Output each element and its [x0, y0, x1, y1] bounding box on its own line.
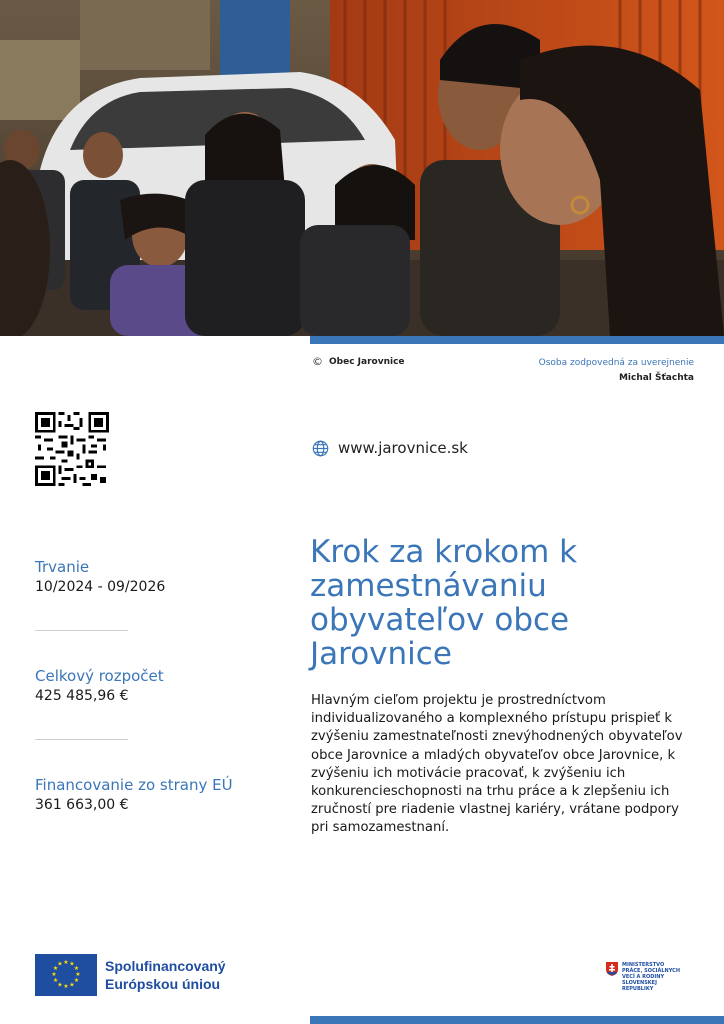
ministry-line: MINISTERSTVO [622, 962, 665, 968]
divider [35, 739, 128, 740]
photo-author: Obec Jarovnice [329, 356, 405, 367]
duration-label: Trvanie [35, 558, 90, 576]
duration-value: 10/2024 - 09/2026 [35, 579, 166, 595]
svg-text:★: ★ [63, 983, 69, 990]
svg-text:★: ★ [52, 965, 59, 972]
project-title: Krok za krokom k zamestnávaniu obyvateľov obce Jarovnice [310, 534, 578, 672]
ministry-line: VECÍ A RODINY [622, 974, 665, 980]
website-link[interactable] [312, 439, 468, 457]
svg-text:★: ★ [69, 981, 75, 989]
budget-label: Celkový rozpočet [35, 667, 164, 685]
budget-value: 425 485,96 € [35, 688, 129, 704]
responsible-label: Osoba zodpovedná za uverejnenie [538, 358, 694, 368]
eu-flag-icon [35, 954, 97, 996]
qr-code[interactable] [35, 412, 109, 486]
eu-funding-block [35, 775, 275, 815]
ministry-line: SLOVENSKEJ REPUBLIKY [622, 980, 657, 992]
project-description: Hlavným cieľom projektu je prostredníctvom individualizovaného a komplexného prístupu prispieť k zvýšeniu zamestnateľnosti znevýhodnených obyvateľov obce Jarovnice a mladých obyvateľov obce Jarovnice, k zvýšeniu ich motivácie pracovať, k zvýšeniu ich konkurencieschopnosti na trhu práce a k zlepšeniu ich zručností pre riadenie vlastnej kariéry, vrátane podpory pri samozamestnaní. [311, 693, 683, 836]
duration-block [35, 557, 275, 597]
svg-text:★: ★ [57, 981, 63, 989]
budget-block [35, 666, 275, 706]
responsible-name: Michal Šťachta [618, 373, 694, 383]
svg-text:★: ★ [63, 959, 69, 966]
ministry-logo [606, 962, 682, 992]
svg-text:★: ★ [73, 977, 80, 984]
accent-bar-top [310, 336, 724, 344]
svg-text:★: ★ [69, 960, 75, 968]
svg-text:★: ★ [73, 965, 80, 972]
svg-text:★: ★ [57, 960, 63, 968]
photo-image [0, 0, 724, 336]
eu-logo-text [105, 957, 226, 993]
divider [35, 630, 128, 631]
accent-bar-bottom [310, 1016, 724, 1024]
ministry-text [622, 962, 682, 992]
header-photo [0, 0, 724, 336]
photo-credit [312, 355, 405, 368]
svg-text:★: ★ [75, 971, 81, 978]
eu-cofinanced-logo [35, 954, 226, 996]
responsible-person [539, 356, 694, 386]
website-url[interactable]: www.jarovnice.sk [338, 439, 468, 457]
eu-funding-value: 361 663,00 € [35, 797, 129, 813]
slovak-coat-of-arms-icon [606, 962, 618, 976]
eu-funding-label: Financovanie zo strany EÚ [35, 776, 233, 794]
copyright-icon: © [312, 355, 323, 368]
ministry-line: PRÁCE, SOCIÁLNYCH [622, 968, 681, 974]
eu-logo-line2: Európskou úniou [105, 976, 221, 992]
eu-logo-line1: Spolufinancovaný [105, 958, 226, 974]
globe-icon [312, 440, 329, 457]
svg-text:★: ★ [51, 971, 57, 978]
svg-text:★: ★ [52, 977, 59, 984]
